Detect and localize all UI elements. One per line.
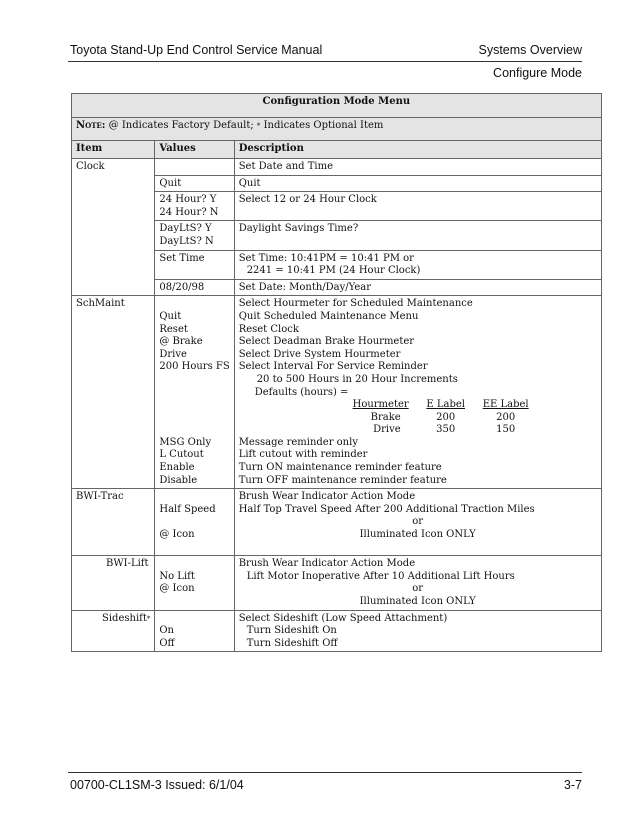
- table-row: [72, 159, 602, 176]
- value-cell: [155, 489, 234, 556]
- table-title: Configuration Mode Menu: [72, 94, 602, 118]
- description-line: Quit Scheduled Maintenance Menu: [238, 310, 419, 322]
- configuration-mode-table: [71, 93, 602, 652]
- description-line: Select Sideshift (Low Speed Attachment): [238, 612, 448, 624]
- value-line: 24 Hour? N: [159, 206, 219, 218]
- optional-star: *: [146, 614, 151, 623]
- value-line: No Lift: [159, 570, 195, 582]
- description-line: Lift Motor Inoperative After 10 Additional Lift Hours: [246, 570, 515, 582]
- value-line: Quit: [159, 310, 182, 322]
- value-spacer: [159, 399, 229, 412]
- value-spacer: [159, 516, 229, 529]
- value-line: 200 Hours FS: [159, 361, 230, 373]
- description-line: 2241 = 10:41 PM (24 Hour Clock): [246, 265, 421, 277]
- description-line: Select Hourmeter for Scheduled Maintenance: [238, 298, 473, 310]
- header-subsection-title: Configure Mode: [493, 66, 582, 80]
- grid-cell: 350: [436, 424, 456, 436]
- description-cell: Select 12 or 24 Hour Clock: [234, 192, 601, 221]
- value-cell: [155, 296, 234, 489]
- header-section-title: Systems Overview: [478, 43, 582, 57]
- grid-header-ee-label: EE Label: [482, 399, 529, 411]
- value-cell: [155, 192, 234, 221]
- column-header-values: Values: [155, 141, 234, 159]
- value-line: Off: [159, 637, 175, 649]
- note-label: Note:: [76, 120, 106, 131]
- value-cell: Quit: [155, 175, 234, 192]
- value-line: DayLtS? Y: [159, 223, 212, 235]
- grid-header-hourmeter: Hourmeter: [352, 399, 409, 411]
- column-header-item: Item: [72, 141, 155, 159]
- description-line: or: [412, 516, 424, 528]
- value-line: @ Icon: [159, 529, 195, 541]
- table-note: [72, 118, 602, 141]
- value-line: @ Icon: [159, 583, 195, 595]
- grid-cell: Brake: [370, 411, 401, 423]
- description-line: or: [412, 583, 424, 595]
- description-line: Half Top Travel Speed After 200 Additional Traction Miles: [238, 503, 535, 515]
- description-line: Brush Wear Indicator Action Mode: [238, 491, 416, 503]
- value-cell: [155, 159, 234, 176]
- description-cell: [234, 489, 601, 556]
- value-spacer: [159, 491, 229, 504]
- value-spacer: [159, 613, 229, 626]
- description-cell: Daylight Savings Time?: [234, 221, 601, 250]
- description-line: Turn Sideshift Off: [246, 637, 338, 649]
- description-cell: [234, 556, 601, 610]
- value-spacer: [159, 374, 229, 387]
- description-cell: [234, 610, 601, 652]
- description-line: Message reminder only: [238, 436, 358, 448]
- grid-cell: 200: [436, 411, 456, 423]
- value-spacer: [159, 424, 229, 437]
- header-divider: [68, 61, 582, 62]
- description-line: Defaults (hours) =: [254, 386, 349, 398]
- value-line: L Cutout: [159, 449, 204, 461]
- item-bwi-trac: BWI-Trac: [72, 489, 155, 556]
- table-header-row: [72, 141, 602, 159]
- description-line: Select Deadman Brake Hourmeter: [238, 336, 415, 348]
- grid-cell: 150: [496, 424, 516, 436]
- description-line: Brush Wear Indicator Action Mode: [238, 558, 416, 570]
- footer-document-id: 00700-CL1SM-3 Issued: 6/1/04: [70, 778, 244, 792]
- value-cell: 08/20/98: [155, 279, 234, 296]
- header-manual-title: Toyota Stand-Up End Control Service Manual: [70, 43, 323, 57]
- footer-page-number: 3-7: [563, 778, 582, 792]
- value-cell: [155, 221, 234, 250]
- table-row: [72, 489, 602, 556]
- value-line: DayLtS? N: [159, 235, 214, 247]
- description-line: Select Drive System Hourmeter: [238, 348, 401, 360]
- table-row: [72, 296, 602, 489]
- value-spacer: [159, 558, 229, 571]
- table-row: [72, 556, 602, 610]
- value-cell: [155, 610, 234, 652]
- sideshift-label: Sideshift: [102, 612, 147, 624]
- value-spacer: [159, 412, 229, 425]
- value-line: Half Speed: [159, 503, 216, 515]
- grid-cell: 200: [496, 411, 516, 423]
- value-line: MSG Only: [159, 436, 212, 448]
- description-line: Turn Sideshift On: [246, 625, 337, 637]
- description-line: Select Interval For Service Reminder: [238, 361, 428, 373]
- description-line: 20 to 500 Hours in 20 Hour Increments: [256, 373, 458, 385]
- description-line: Illuminated Icon ONLY: [359, 529, 476, 541]
- description-line: Reset Clock: [238, 323, 299, 335]
- description-cell: Quit: [234, 175, 601, 192]
- description-cell: [234, 296, 601, 489]
- note-text-b: Indicates Optional Item: [260, 120, 384, 131]
- value-cell: [155, 556, 234, 610]
- value-spacer: [159, 542, 229, 555]
- item-bwi-lift: BWI-Lift: [72, 556, 155, 610]
- description-line: Turn ON maintenance reminder feature: [238, 462, 442, 474]
- value-line: Drive: [159, 348, 187, 360]
- value-line: Reset: [159, 323, 188, 335]
- description-line: Set Time: 10:41PM = 10:41 PM or: [238, 252, 414, 264]
- value-spacer: [159, 387, 229, 400]
- description-line: Illuminated Icon ONLY: [359, 596, 476, 607]
- value-line: Enable: [159, 462, 195, 474]
- value-line: 24 Hour? Y: [159, 194, 217, 206]
- description-cell: Set Date and Time: [234, 159, 601, 176]
- description-cell: [234, 250, 601, 279]
- value-line: @ Brake: [159, 336, 203, 348]
- table-row: [72, 610, 602, 652]
- value-line: Disable: [159, 474, 198, 486]
- description-cell: Set Date: Month/Day/Year: [234, 279, 601, 296]
- grid-cell: Drive: [373, 424, 401, 436]
- value-line: [159, 298, 229, 311]
- value-line: On: [159, 625, 174, 637]
- table-note-row: [72, 118, 602, 141]
- note-star: *: [256, 122, 261, 130]
- hourmeter-defaults-grid: [239, 399, 597, 437]
- item-clock: Clock: [72, 159, 155, 296]
- column-header-description: Description: [234, 141, 601, 159]
- value-cell: Set Time: [155, 250, 234, 279]
- table-title-row: [72, 94, 602, 118]
- description-line: Turn OFF maintenance reminder feature: [238, 474, 447, 486]
- item-schmaint: SchMaint: [72, 296, 155, 489]
- note-text-a: @ Indicates Factory Default;: [105, 120, 257, 131]
- description-line: Lift cutout with reminder: [238, 449, 368, 461]
- footer-divider: [68, 772, 582, 773]
- grid-header-e-label: E Label: [426, 399, 465, 411]
- item-sideshift: [72, 610, 155, 652]
